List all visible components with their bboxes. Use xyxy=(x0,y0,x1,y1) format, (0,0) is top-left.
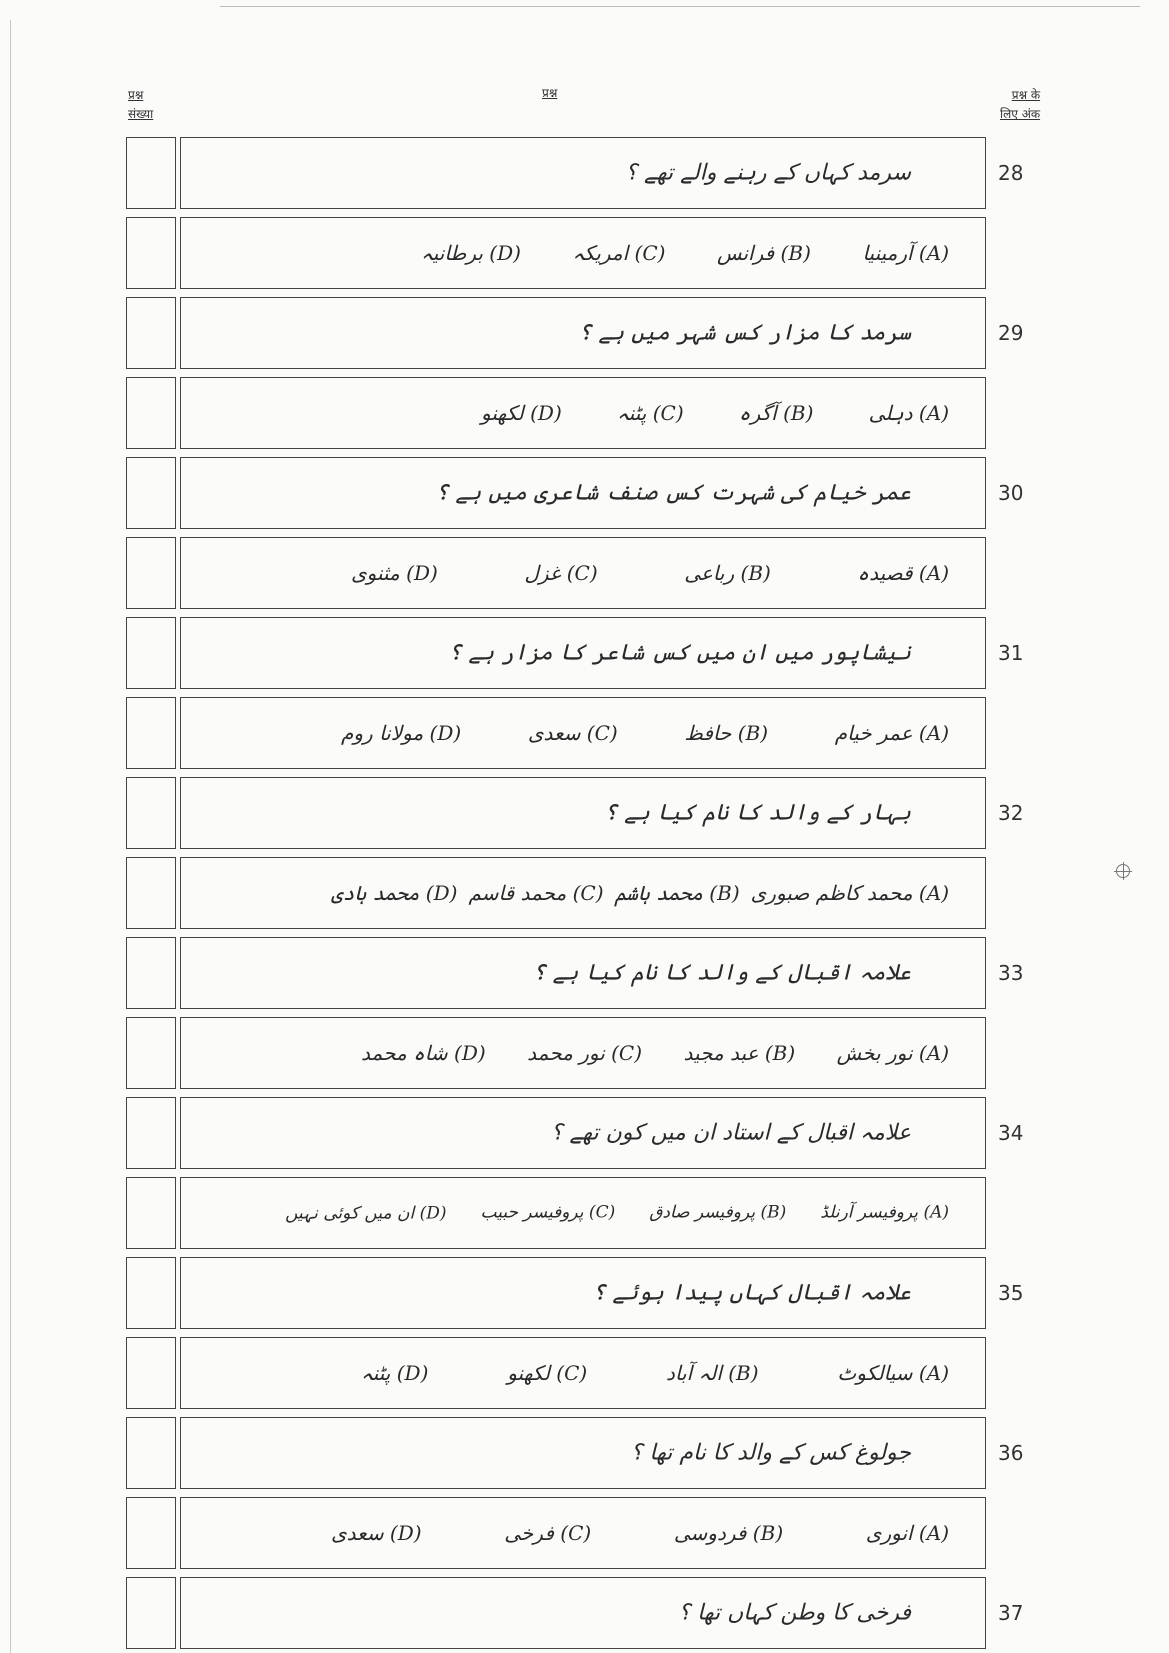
options-box xyxy=(180,1497,986,1569)
question-box xyxy=(180,1257,986,1329)
question-box xyxy=(180,137,986,209)
marks-label: 29 xyxy=(998,321,1024,345)
marks-label: 30 xyxy=(998,481,1024,505)
question-text: عمر خیام کی شہرت کس صنف شاعری میں ہے ؟ xyxy=(435,480,911,506)
options-box xyxy=(180,1337,986,1409)
option-a: (A) آرمینیا xyxy=(862,241,949,265)
option-b: (B) فردوسی xyxy=(673,1521,784,1545)
option-c: (C) پروفیسر حبیب xyxy=(480,1202,616,1223)
option-d: (D) محمد ہادی xyxy=(331,881,458,905)
question-box xyxy=(180,937,986,1009)
question-row xyxy=(126,457,1024,529)
question-row xyxy=(126,297,1024,369)
marks-label: 28 xyxy=(998,161,1024,185)
question-box xyxy=(180,297,986,369)
question-row xyxy=(126,937,1024,1009)
registration-mark-icon xyxy=(1116,864,1130,878)
question-row xyxy=(126,137,1024,209)
question-number-box xyxy=(126,777,176,849)
question-number-box xyxy=(126,1577,176,1649)
option-b: (B) آگرہ xyxy=(738,401,814,425)
options-row xyxy=(126,1177,986,1249)
options-number-box xyxy=(126,217,176,289)
option-c: (C) امریکہ xyxy=(572,241,666,265)
options-row xyxy=(126,537,986,609)
options-list xyxy=(361,1041,949,1065)
option-c: (C) محمد قاسم xyxy=(468,881,604,905)
options-box xyxy=(180,857,986,929)
question-number-box xyxy=(126,1097,176,1169)
question-box xyxy=(180,617,986,689)
option-b: (B) الہ آباد xyxy=(666,1361,759,1385)
question-box xyxy=(180,777,986,849)
header-question-number xyxy=(128,86,153,124)
question-text: سرمد کا مزار کس شہر میں ہے ؟ xyxy=(578,320,911,346)
options-number-box xyxy=(126,1017,176,1089)
header-question-number-line1: प्रश्न xyxy=(128,88,144,102)
options-list xyxy=(331,1521,949,1545)
question-text: نیشاپور میں ان میں کس شاعر کا مزار ہے ؟ xyxy=(448,640,911,666)
marks-label: 37 xyxy=(998,1601,1024,1625)
question-box xyxy=(180,1097,986,1169)
header-question-number-line2: संख्या xyxy=(128,107,154,121)
option-c: (C) نور محمد xyxy=(527,1041,643,1065)
option-d: (D) شاہ محمد xyxy=(361,1041,486,1065)
options-list xyxy=(221,1203,949,1224)
option-a: (A) سیالکوٹ xyxy=(837,1361,949,1385)
option-c: (C) پٹنہ xyxy=(617,401,684,425)
options-number-box xyxy=(126,857,176,929)
options-row xyxy=(126,1497,986,1569)
options-box xyxy=(180,377,986,449)
question-text: علامہ اقبال کے استاد ان میں کون تھے ؟ xyxy=(550,1120,911,1146)
option-a: (A) محمد کاظم صبوری xyxy=(750,881,949,905)
option-d: (D) مثنوی xyxy=(351,561,438,585)
option-d: (D) سعدی xyxy=(331,1521,422,1545)
question-row xyxy=(126,1257,1024,1329)
option-d: (D) ان میں کوئی نہیں xyxy=(285,1203,447,1224)
option-b: (B) رباعی xyxy=(684,561,771,585)
option-b: (B) محمد ہاشم xyxy=(614,881,740,905)
question-row xyxy=(126,1097,1024,1169)
header-marks xyxy=(1000,86,1040,124)
options-list xyxy=(351,561,949,585)
marks-label: 31 xyxy=(998,641,1024,665)
question-number-box xyxy=(126,297,176,369)
options-number-box xyxy=(126,377,176,449)
options-box xyxy=(180,1017,986,1089)
option-b: (B) فرانس xyxy=(716,241,811,265)
option-d: (D) مولانا روم xyxy=(341,721,462,745)
header-question xyxy=(542,84,557,103)
options-number-box xyxy=(126,1177,176,1249)
option-a: (A) انوری xyxy=(865,1521,949,1545)
marks-label: 35 xyxy=(998,1281,1024,1305)
options-number-box xyxy=(126,1337,176,1409)
option-c: (C) سعدی xyxy=(527,721,618,745)
options-list xyxy=(331,881,949,905)
options-list xyxy=(361,1361,949,1385)
question-number-box xyxy=(126,1417,176,1489)
options-number-box xyxy=(126,537,176,609)
header-marks-line1: प्रश्न के xyxy=(1011,88,1041,102)
page-top-edge xyxy=(220,6,1140,7)
options-list xyxy=(421,241,949,265)
options-row xyxy=(126,1017,986,1089)
options-box xyxy=(180,697,986,769)
options-list xyxy=(481,401,949,425)
option-d: (D) لکھنو xyxy=(481,401,562,425)
option-c: (C) لکھنو xyxy=(507,1361,588,1385)
options-row xyxy=(126,857,986,929)
question-row xyxy=(126,777,1024,849)
marks-label: 32 xyxy=(998,801,1024,825)
question-text: بہار کے والد کا نام کیا ہے ؟ xyxy=(604,800,911,826)
marks-label: 34 xyxy=(998,1121,1024,1145)
question-text: فرخی کا وطن کہاں تھا ؟ xyxy=(678,1600,911,1626)
question-box xyxy=(180,1417,986,1489)
question-number-box xyxy=(126,1257,176,1329)
question-box xyxy=(180,457,986,529)
options-row xyxy=(126,1337,986,1409)
header-marks-line2: लिए अंक xyxy=(1000,107,1041,121)
option-a: (A) قصیدہ xyxy=(857,561,949,585)
question-text: سرمد کہاں کے رہنے والے تھے ؟ xyxy=(625,160,911,186)
header-question-label: प्रश्न xyxy=(542,86,558,100)
option-a: (A) پروفیسر آرنلڈ xyxy=(820,1202,949,1223)
option-a: (A) نور بخش xyxy=(836,1041,949,1065)
question-number-box xyxy=(126,137,176,209)
question-row xyxy=(126,1577,1024,1649)
options-number-box xyxy=(126,697,176,769)
question-number-box xyxy=(126,617,176,689)
question-number-box xyxy=(126,937,176,1009)
options-row xyxy=(126,217,986,289)
options-row xyxy=(126,377,986,449)
question-number-box xyxy=(126,457,176,529)
options-list xyxy=(341,721,949,745)
option-b: (B) حافظ xyxy=(684,721,769,745)
option-a: (A) دہلی xyxy=(868,401,949,425)
question-row xyxy=(126,1417,1024,1489)
options-box xyxy=(180,217,986,289)
options-box xyxy=(180,1177,986,1249)
marks-label: 33 xyxy=(998,961,1024,985)
question-text: علامہ اقبال کے والد کا نام کیا ہے ؟ xyxy=(532,960,911,986)
options-box xyxy=(180,537,986,609)
option-d: (D) پٹنہ xyxy=(361,1361,429,1385)
option-b: (B) پروفیسر صادق xyxy=(649,1202,787,1223)
option-b: (B) عبد مجید xyxy=(683,1041,796,1065)
page-left-edge xyxy=(10,20,11,1653)
option-c: (C) غزل xyxy=(524,561,598,585)
question-box xyxy=(180,1577,986,1649)
question-text: علامہ اقبال کہاں پیدا ہوئے ؟ xyxy=(592,1280,911,1306)
marks-label: 36 xyxy=(998,1441,1024,1465)
question-text: جولوغ کس کے والد کا نام تھا ؟ xyxy=(630,1440,911,1466)
option-a: (A) عمر خیام xyxy=(834,721,949,745)
options-row xyxy=(126,697,986,769)
option-d: (D) برطانیہ xyxy=(421,241,521,265)
question-row xyxy=(126,617,1024,689)
option-c: (C) فرخی xyxy=(504,1521,592,1545)
options-number-box xyxy=(126,1497,176,1569)
